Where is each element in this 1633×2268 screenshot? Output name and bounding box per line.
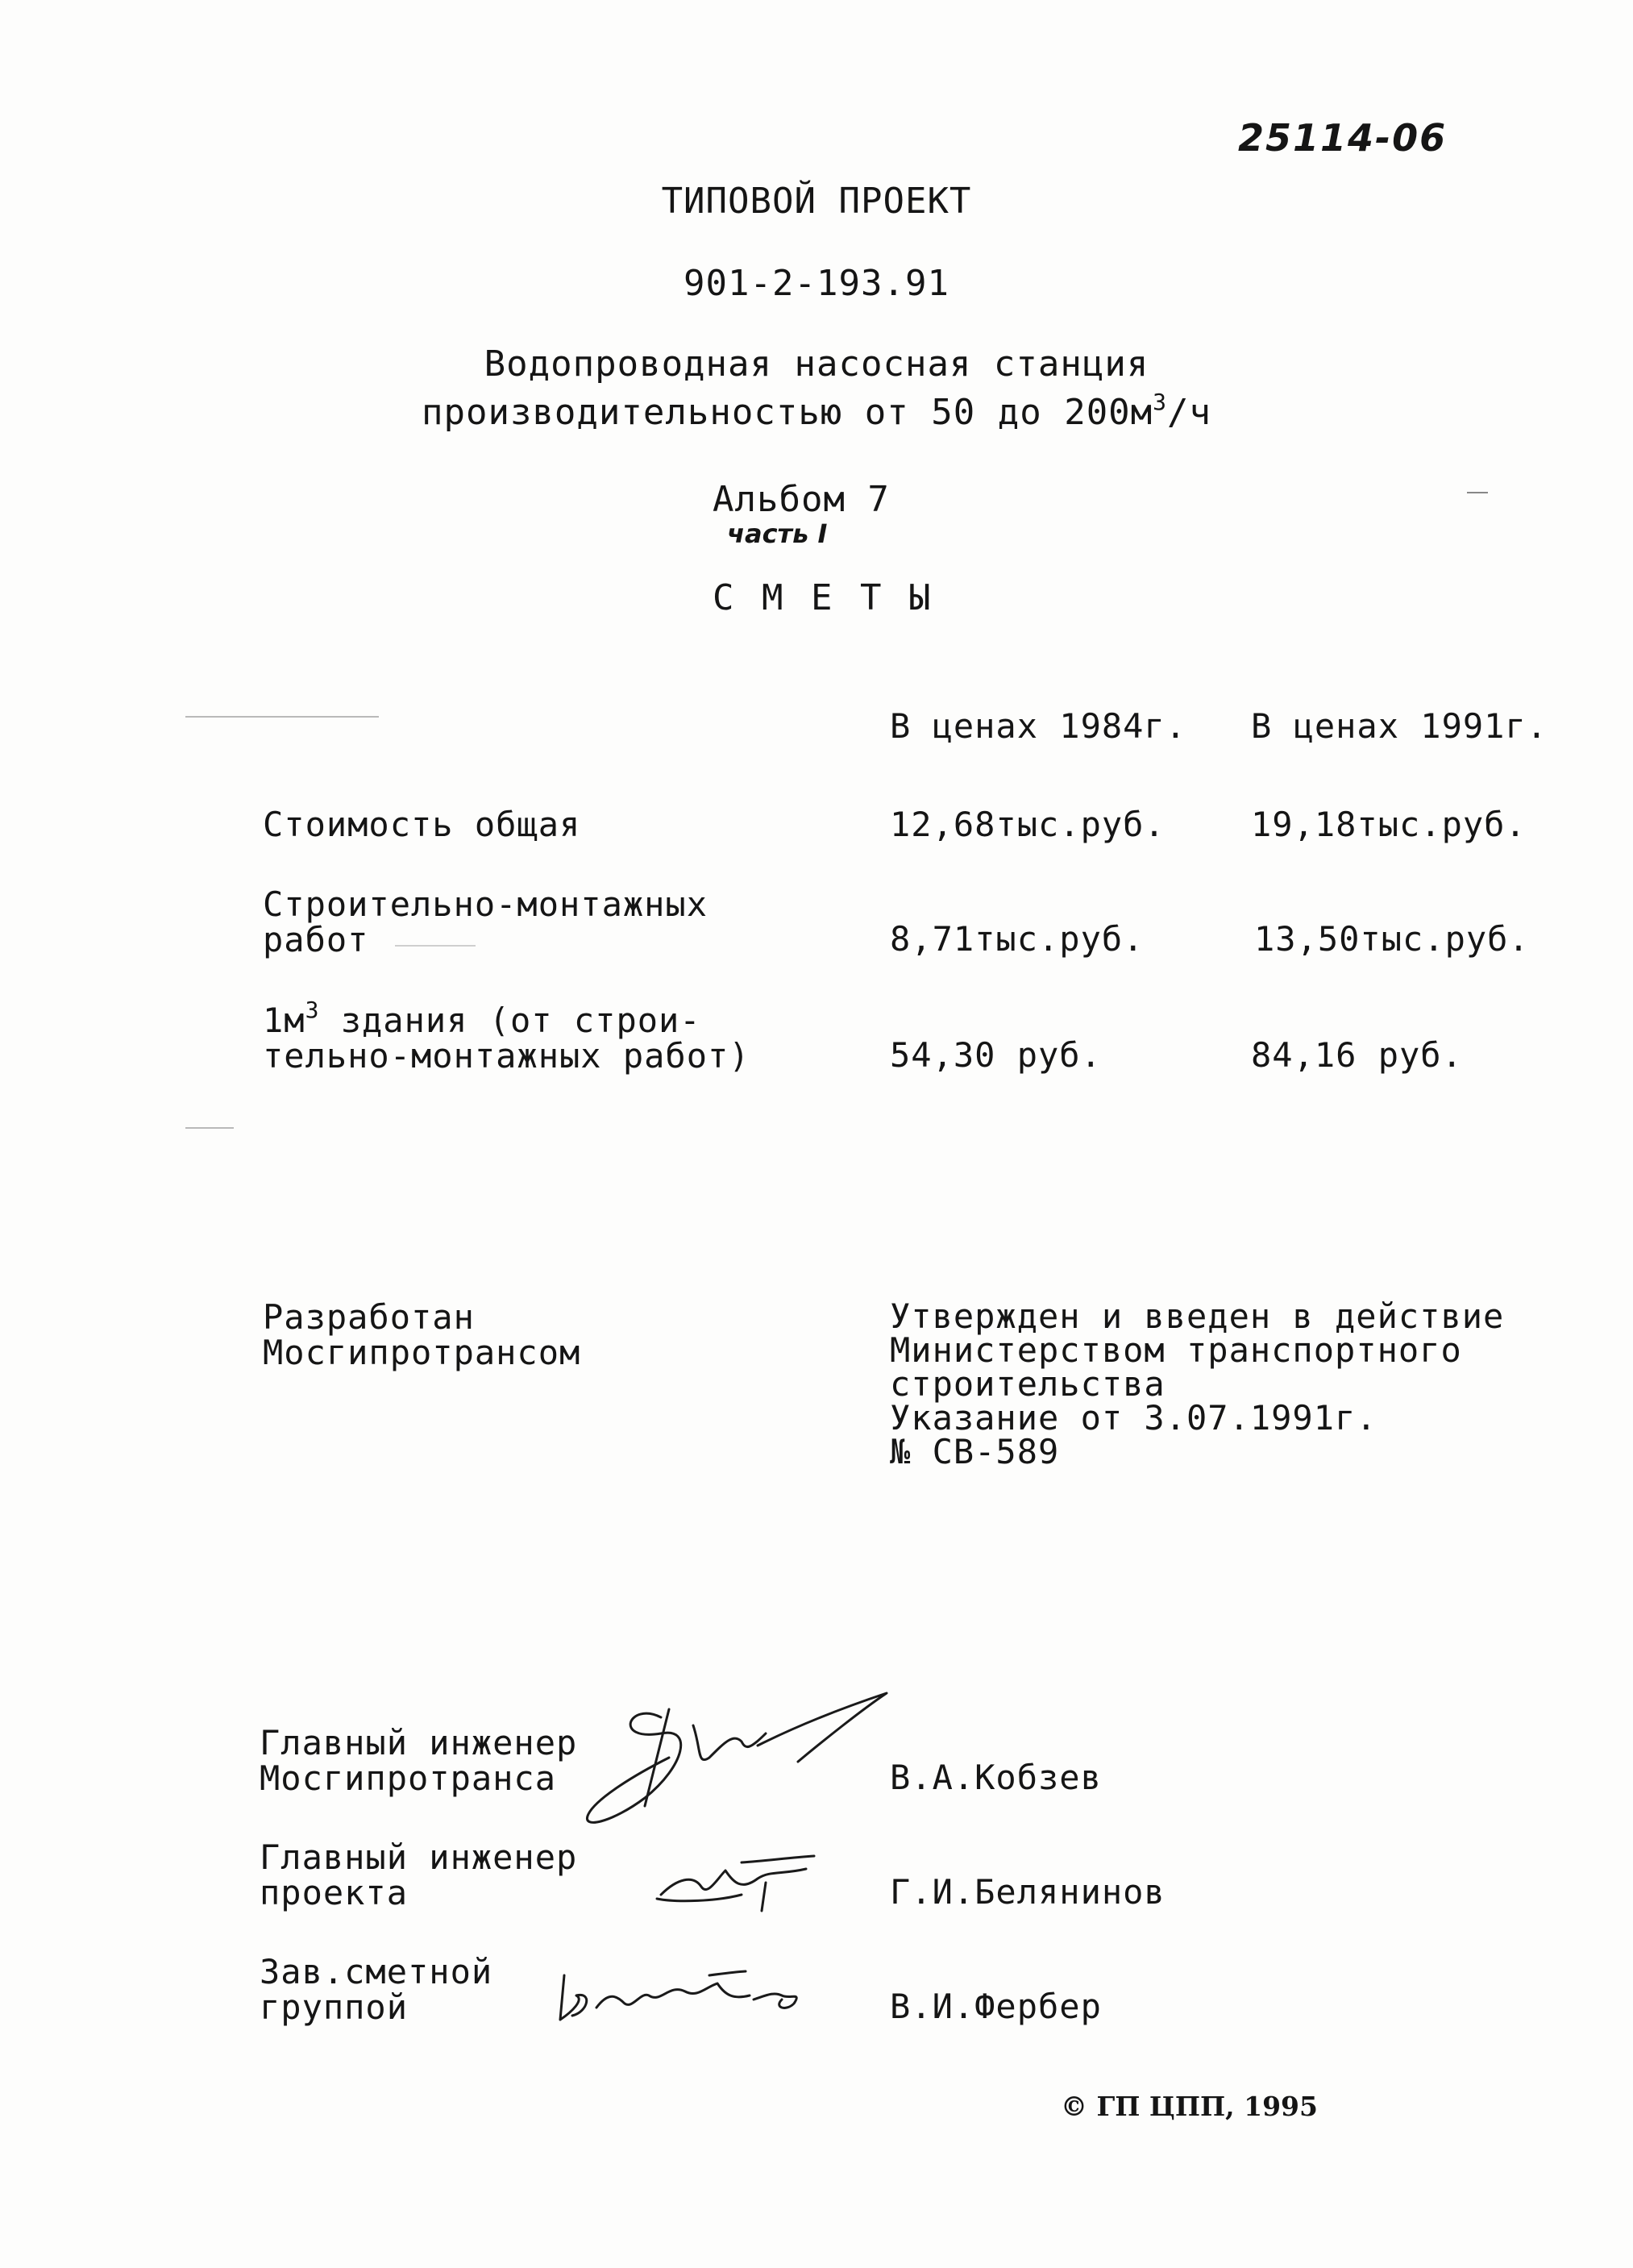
row-construction-1991: 13,50тыс.руб. — [1254, 919, 1530, 959]
row-construction-label — [263, 884, 708, 959]
row-per-m3-label-line1 — [263, 997, 750, 1040]
scan-artifact — [185, 716, 379, 718]
copyright: © ГП ЦПП, 1995 — [1061, 2091, 1318, 2122]
approval-line5: № СВ-589 — [890, 1432, 1060, 1471]
document-number: 25114-06 — [1238, 116, 1448, 160]
signature-ferber — [548, 1959, 814, 2032]
signatory-1-title-line1: Главный инженер — [260, 1723, 578, 1762]
signatory-1-name: В.А.Кобзев — [890, 1758, 1102, 1797]
signatory-3-title — [260, 1954, 492, 2025]
row-per-m3-label-sup: 3 — [305, 997, 320, 1023]
title-line2-sup: 3 — [1153, 389, 1168, 415]
developed-by-line1: Разработан — [263, 1297, 475, 1337]
signatory-2-title-line2: проекта — [260, 1872, 409, 1912]
project-title-line1: Водопроводная насосная станция — [484, 343, 1149, 385]
signatory-3-name: В.И.Фербер — [890, 1987, 1102, 2026]
project-title-line2 — [0, 389, 1633, 433]
approval-line3: строительства — [890, 1364, 1166, 1404]
row-per-m3-label-line2: тельно-монтажных работ) — [263, 1035, 750, 1076]
row-total-1984: 12,68тыс.руб. — [890, 805, 1166, 844]
approval-line4: Указание от 3.07.1991г. — [890, 1398, 1377, 1438]
column-header-1984: В ценах 1984г. — [890, 706, 1187, 746]
row-per-m3-label-prefix: 1м — [263, 1001, 305, 1040]
album-label: Альбом 7 — [713, 479, 890, 520]
scan-artifact — [395, 945, 476, 947]
signatory-3-title-line1: Зав.сметной — [260, 1952, 493, 1991]
signatory-2-title-line1: Главный инженер — [260, 1837, 578, 1877]
signatory-2-name: Г.И.Белянинов — [890, 1872, 1166, 1912]
row-per-m3-1991: 84,16 руб. — [1251, 1035, 1463, 1075]
column-header-1991: В ценах 1991г. — [1251, 706, 1548, 746]
row-construction-label-line1: Строительно-монтажных — [263, 884, 708, 924]
project-type-heading: ТИПОВОЙ ПРОЕКТ — [661, 181, 972, 222]
row-per-m3-label-suffix: здания (от строи- — [319, 1001, 701, 1040]
approval-line1: Утвержден и введен в действие — [890, 1296, 1505, 1336]
signatory-2-title — [260, 1837, 578, 1912]
row-per-m3-1984: 54,30 руб. — [890, 1035, 1102, 1075]
section-heading: С М Е Т Ы — [713, 577, 934, 618]
scan-artifact — [185, 1127, 234, 1129]
approval-line2: Министерством транспортного — [890, 1330, 1462, 1370]
developed-by-line2: Мосгипротрансом — [263, 1332, 581, 1372]
signature-kobzev — [564, 1685, 903, 1838]
row-construction-label-line2: работ — [263, 919, 369, 959]
row-total-1991: 19,18тыс.руб. — [1251, 805, 1527, 844]
row-per-m3-label — [263, 997, 750, 1076]
row-construction-1984: 8,71тыс.руб. — [890, 919, 1145, 959]
part-label: часть I — [727, 518, 828, 549]
scan-artifact — [1467, 492, 1488, 493]
developed-by — [263, 1297, 581, 1372]
signatory-1-title-line2: Мосгипротранса — [260, 1758, 557, 1798]
title-line2-unit: /ч — [1167, 392, 1212, 433]
approval-block — [890, 1296, 1505, 1471]
signatory-1-title — [260, 1725, 577, 1796]
project-code: 901-2-193.91 — [684, 263, 949, 304]
signature-belyaninov — [645, 1846, 822, 1919]
title-line2-text: производительностью от 50 до 200м — [421, 392, 1153, 433]
signatory-3-title-line2: группой — [260, 1987, 409, 2027]
row-total-label: Стоимость общая — [263, 805, 581, 844]
